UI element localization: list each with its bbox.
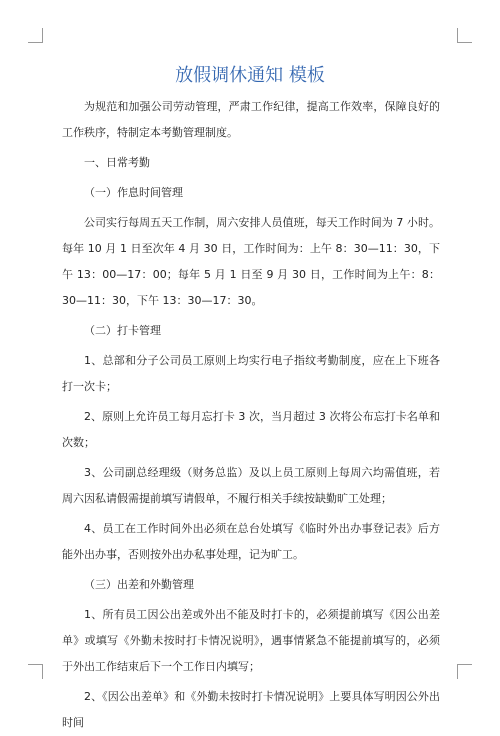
list-item-trip-1: 1、所有员工因公出差或外出不能及时打卡的，必须提前填写《因公出差单》或填写《外勤未按时打卡情况说明》，遇事情紧急不能提前填写的，必须于外出工作结束后下一个工作日内填写； (62, 608, 440, 673)
list-item-clock-in-3: 3、公司副总经理级（财务总监）及以上员工原则上每周六均需值班，若周六因私请假需提前填写请假单，不履行相关手续按缺勤旷工处理； (62, 466, 440, 505)
document-body (62, 92, 440, 736)
list-item-trip-2: 2、《因公出差单》和《外勤未按时打卡情况说明》上要具体写明因公外出时间 (62, 690, 440, 729)
crop-mark-bottom-left (28, 664, 43, 679)
list-item-clock-in-1: 1、总部和分子公司员工原则上均实行电子指纹考勤制度，应在上下班各打一次卡； (62, 354, 440, 393)
list-item-clock-in-2: 2、原则上允许员工每月忘打卡 3 次，当月超过 3 次将公布忘打卡名单和次数； (62, 410, 440, 449)
list-item-clock-in-4: 4、员工在工作时间外出必须在总台处填写《临时外出办事登记表》后方能外出办事，否则按外出办私事处理，记为旷工。 (62, 522, 440, 561)
section-heading-daily-attendance: 一、日常考勤 (84, 156, 150, 169)
subsection-heading-business-trips: （三）出差和外勤管理 (84, 578, 194, 591)
intro-paragraph: 为规范和加强公司劳动管理，严肃工作纪律，提高工作效率，保障良好的工作秩序，特制定本考勤管理制度。 (62, 100, 440, 139)
paragraph-work-hours: 公司实行每周五天工作制，周六安排人员值班，每天工作时间为 7 小时。每年 10 月 1 日至次年 4 月 30 日，工作时间为：上午 8：30—11：30，下午 13：00—17：00；每年 5 月 1 日至 9 月 30 日，工作时间为上午：8：30—11：30，下午 13：30—17：30。 (62, 216, 440, 307)
subsection-heading-clock-in: （二）打卡管理 (84, 324, 161, 337)
crop-mark-top-left (28, 28, 43, 43)
crop-mark-bottom-right (457, 664, 472, 679)
crop-mark-top-right (457, 28, 472, 43)
document-title: 放假调休通知 模板 (175, 65, 325, 86)
subsection-heading-work-hours: （一）作息时间管理 (84, 186, 183, 199)
